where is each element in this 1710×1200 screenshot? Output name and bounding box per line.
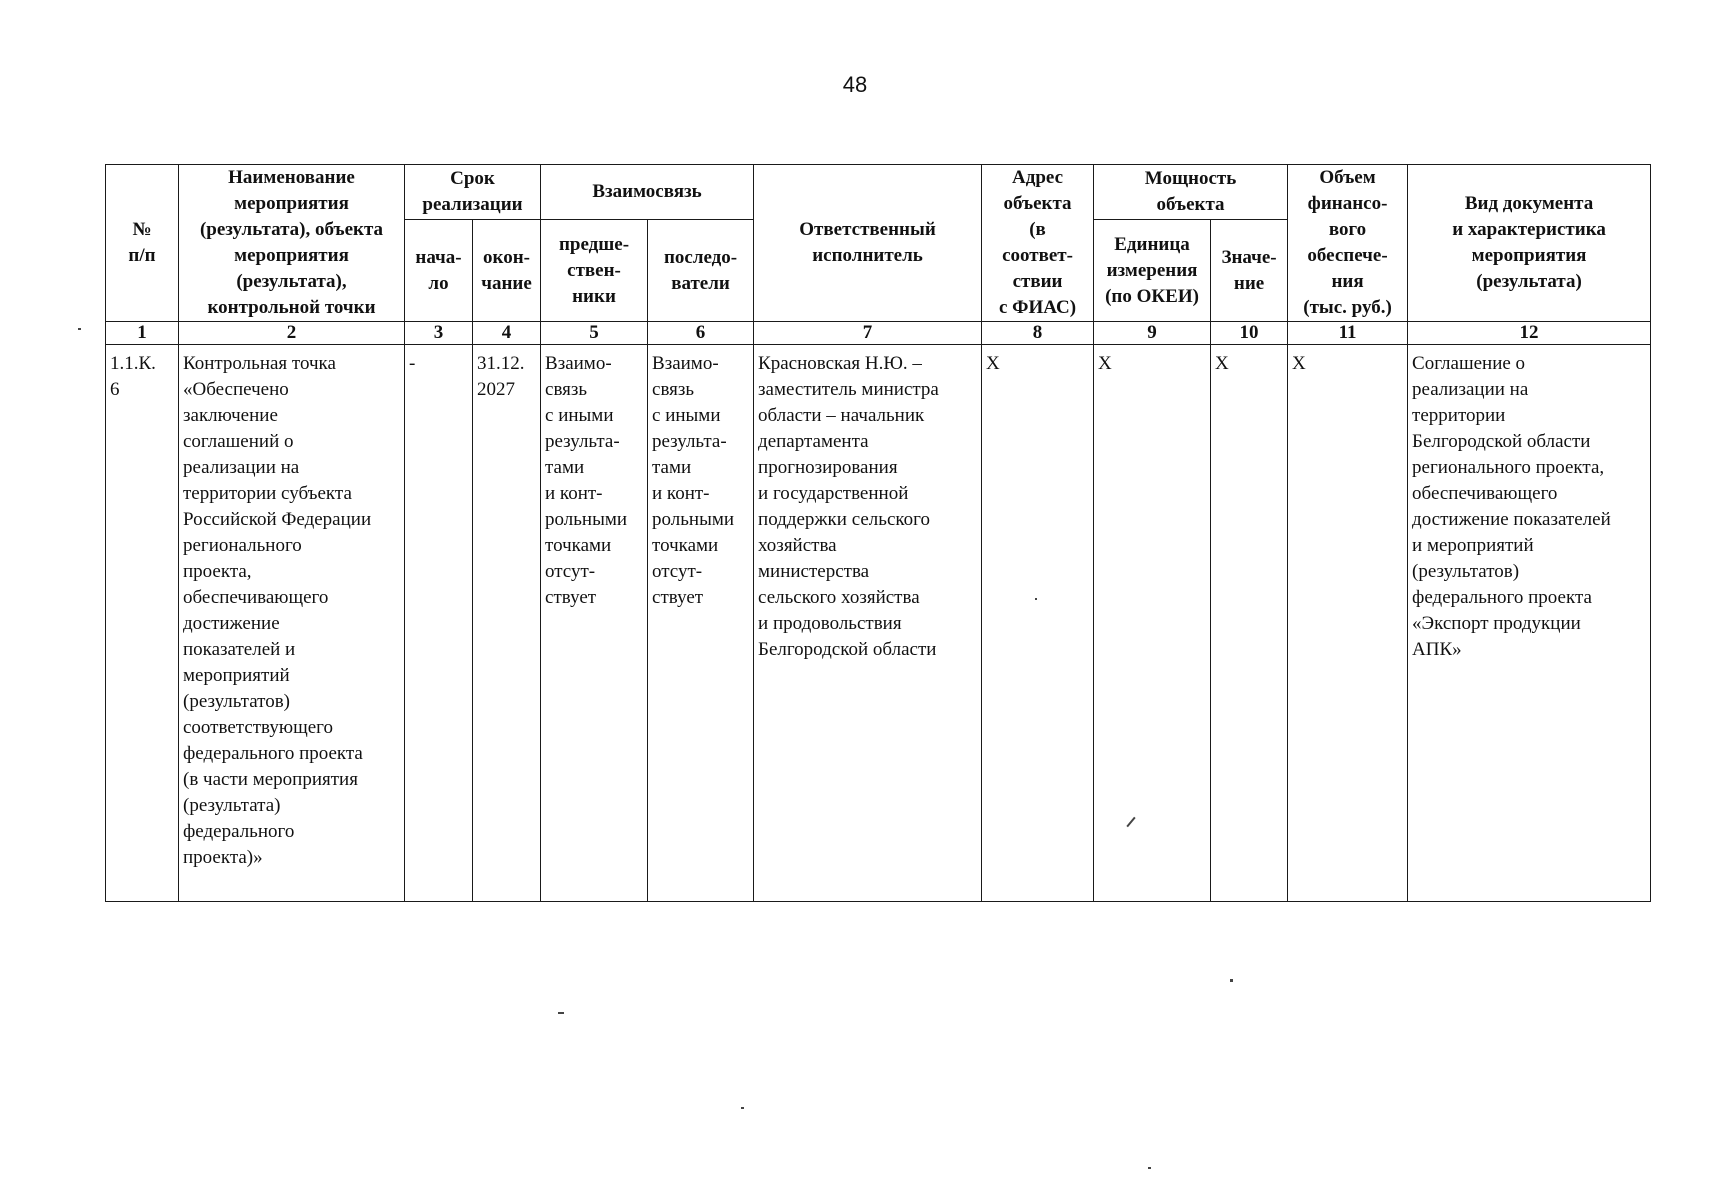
header-link-next: последо- ватели bbox=[648, 220, 754, 322]
header-link: Взаимосвязь bbox=[541, 165, 754, 220]
scan-speck bbox=[1230, 979, 1233, 982]
column-number-row bbox=[106, 322, 1651, 345]
column-number: 9 bbox=[1094, 322, 1211, 345]
header-cap-unit: Единица измерения (по ОКЕИ) bbox=[1094, 220, 1211, 322]
page-number: 48 bbox=[842, 72, 868, 97]
column-number: 12 bbox=[1408, 322, 1651, 345]
header-finance: Объем финансо- вого обеспече- ния (тыс. руб.) bbox=[1288, 165, 1408, 322]
cell-end: 31.12. 2027 bbox=[473, 345, 541, 902]
scan-speck bbox=[558, 1012, 564, 1014]
header-executor: Ответственный исполнитель bbox=[754, 165, 982, 322]
scan-speck bbox=[78, 328, 81, 330]
cell-address: X bbox=[982, 345, 1094, 902]
table-row bbox=[106, 345, 1651, 902]
header-term-start: нача- ло bbox=[405, 220, 473, 322]
column-number: 1 bbox=[106, 322, 179, 345]
header-term: Срок реализации bbox=[405, 165, 541, 220]
column-number: 3 bbox=[405, 322, 473, 345]
column-number: 10 bbox=[1211, 322, 1288, 345]
header-link-prev: предше- ствен- ники bbox=[541, 220, 648, 322]
scan-speck bbox=[741, 1107, 744, 1109]
scan-speck bbox=[1148, 1167, 1151, 1169]
cell-cap-unit: X bbox=[1094, 345, 1211, 902]
cell-start: - bbox=[405, 345, 473, 902]
cell-name: Контрольная точка «Обеспечено заключение соглашений о реализации на территории субъекта Российской Федерации регионального проекта, обеспечивающего достижение показателей и мероприятий (результатов) соответствующего федерального проекта (в части мероприятия (результата) федерального проекта)» bbox=[179, 345, 405, 902]
header-capacity: Мощность объекта bbox=[1094, 165, 1288, 220]
cell-finance: X bbox=[1288, 345, 1408, 902]
activity-plan-table bbox=[105, 164, 1651, 902]
column-number: 5 bbox=[541, 322, 648, 345]
header-doc-type: Вид документа и характеристика мероприятия (результата) bbox=[1408, 165, 1651, 322]
column-number: 2 bbox=[179, 322, 405, 345]
header-name: Наименование мероприятия (результата), объекта мероприятия (результата), контрольной точки bbox=[179, 165, 405, 322]
column-number: 4 bbox=[473, 322, 541, 345]
column-number: 6 bbox=[648, 322, 754, 345]
cell-cap-value: X bbox=[1211, 345, 1288, 902]
scan-speck bbox=[1035, 598, 1037, 600]
header-num: № п/п bbox=[106, 165, 179, 322]
cell-num: 1.1.К. 6 bbox=[106, 345, 179, 902]
header-address: Адрес объекта (в соответ- ствии с ФИАС) bbox=[982, 165, 1094, 322]
cell-doc-type: Соглашение о реализации на территории Белгородской области регионального проекта, обеспечивающего достижение показателей и мероприятий (результатов) федерального проекта «Экспорт продукции АПК» bbox=[1408, 345, 1651, 902]
cell-next: Взаимо- связь с иными результа- тами и конт- рольными точками отсут- ствует bbox=[648, 345, 754, 902]
column-number: 11 bbox=[1288, 322, 1408, 345]
cell-executor: Красновская Н.Ю. – заместитель министра области – начальник департамента прогнозирования и государственной поддержки сельского хозяйства министерства сельского хозяйства и продовольствия Белгородской области bbox=[754, 345, 982, 902]
cell-prev: Взаимо- связь с иными результа- тами и конт- рольными точками отсут- ствует bbox=[541, 345, 648, 902]
header-row-1 bbox=[106, 165, 1651, 220]
column-number: 8 bbox=[982, 322, 1094, 345]
header-cap-value: Значе- ние bbox=[1211, 220, 1288, 322]
header-term-end: окон- чание bbox=[473, 220, 541, 322]
column-number: 7 bbox=[754, 322, 982, 345]
